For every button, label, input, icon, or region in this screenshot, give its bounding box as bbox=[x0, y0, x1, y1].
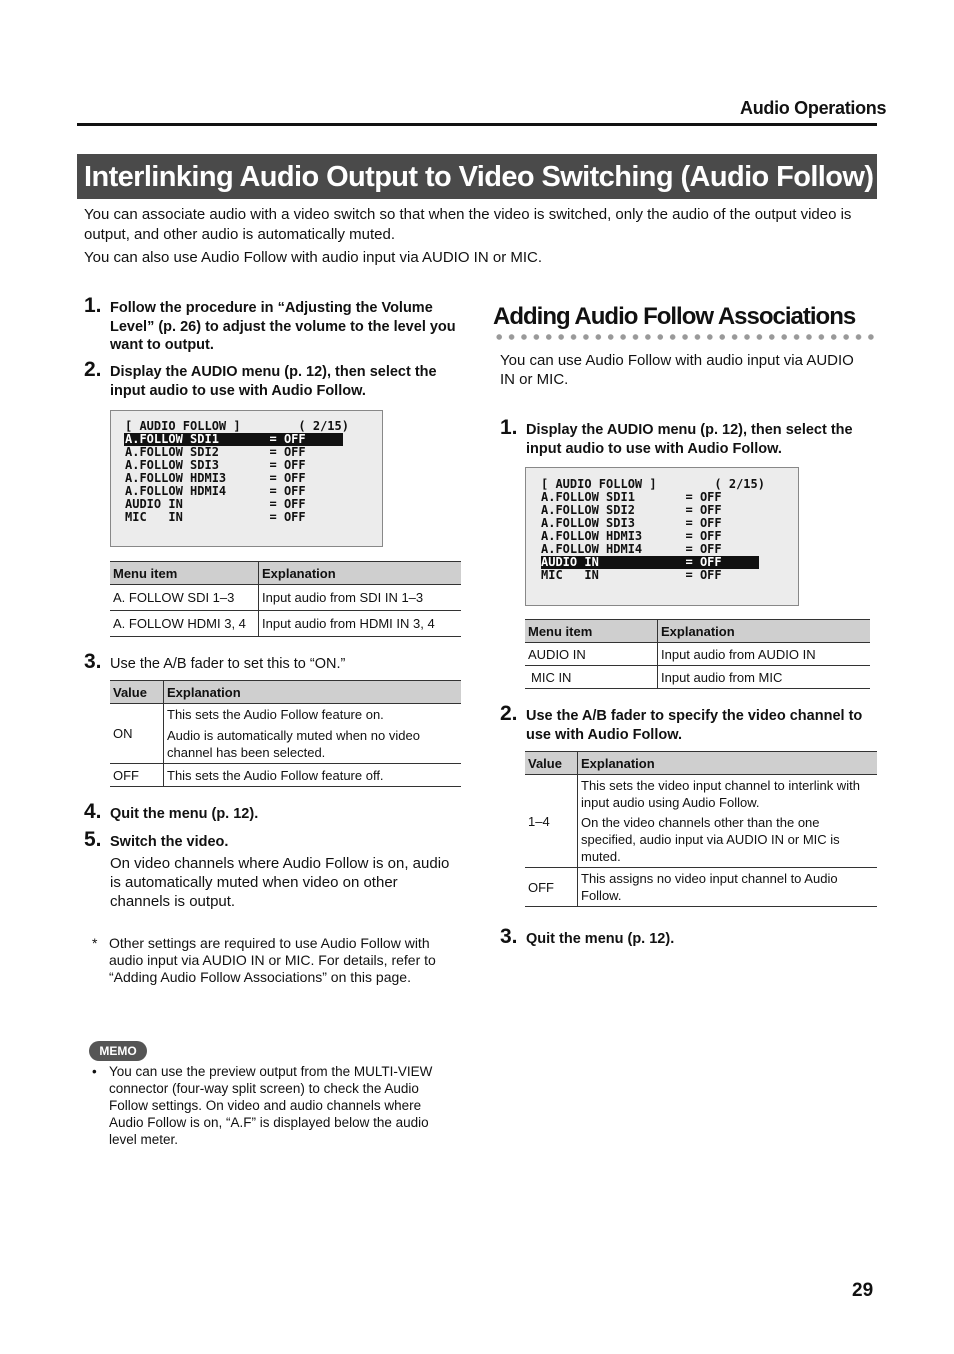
column-header: Explanation bbox=[658, 620, 871, 643]
lcd-line: A.FOLLOW HDMI3 = OFF bbox=[125, 471, 306, 485]
step-number: 2. bbox=[500, 702, 518, 725]
lcd-line: [ AUDIO FOLLOW ] ( 2/15) bbox=[125, 419, 349, 433]
cell-line: This sets the video input channel to interlink with input audio using Audio Follow. bbox=[581, 778, 860, 810]
table-row bbox=[110, 611, 461, 637]
table-cell: AUDIO IN bbox=[525, 643, 658, 666]
step-text: Use the A/B fader to set this to “ON.” bbox=[110, 656, 346, 672]
intro bbox=[84, 205, 874, 272]
page-number: 29 bbox=[852, 1280, 874, 1301]
lcd-line-selected: AUDIO IN = OFF bbox=[541, 555, 722, 569]
step-body: On video channels where Audio Follow is on, audio is automatically muted when video on other channels is output. bbox=[110, 854, 450, 910]
table-row bbox=[110, 704, 461, 764]
title-bar bbox=[77, 154, 877, 199]
column-header: Explanation bbox=[578, 752, 878, 775]
page-title: Interlinking Audio Output to Video Switching (Audio Follow) bbox=[84, 161, 874, 193]
table-row bbox=[110, 585, 461, 611]
cell-line: Audio is automatically muted when no video channel has been selected. bbox=[167, 728, 420, 760]
left-menu-table bbox=[110, 561, 461, 637]
lcd-line: MIC IN = OFF bbox=[125, 510, 306, 524]
table-cell: Input audio from AUDIO IN bbox=[658, 643, 871, 666]
table-cell: Input audio from HDMI IN 3, 4 bbox=[259, 611, 462, 637]
step-number: 4. bbox=[84, 800, 102, 823]
footnote-mark: * bbox=[92, 935, 98, 951]
table-cell: 1–4 bbox=[525, 775, 578, 868]
table-cell: Input audio from SDI IN 1–3 bbox=[259, 585, 462, 611]
step-number: 1. bbox=[84, 294, 102, 317]
step-number: 3. bbox=[84, 650, 102, 673]
table-row bbox=[525, 868, 877, 907]
step-text: Use the A/B fader to specify the video channel to use with Audio Follow. bbox=[526, 708, 863, 743]
lcd-line: A.FOLLOW HDMI3 = OFF bbox=[541, 529, 722, 543]
memo-badge: MEMO bbox=[89, 1041, 147, 1061]
step-title: Switch the video. bbox=[110, 834, 229, 850]
right-menu-table bbox=[525, 619, 870, 689]
step-number: 5. bbox=[84, 828, 102, 851]
table-cell: A. FOLLOW SDI 1–3 bbox=[110, 585, 259, 611]
step-text: Follow the procedure in “Adjusting the Volume Level” (p. 26) to adjust the volume to the level you want to output. bbox=[110, 300, 456, 353]
table-cell bbox=[164, 704, 462, 764]
table-cell: ON bbox=[110, 704, 164, 764]
step-text bbox=[110, 833, 460, 911]
table-cell: OFF bbox=[110, 764, 164, 787]
intro-paragraph: You can associate audio with a video switch so that when the video is switched, only the audio of the output video is output, and other audio is automatically muted. bbox=[84, 206, 852, 243]
left-lcd-screen bbox=[110, 410, 383, 547]
table-header-row bbox=[110, 681, 461, 704]
table-row bbox=[110, 764, 461, 787]
column-header: Explanation bbox=[164, 681, 462, 704]
lcd-line: A.FOLLOW SDI3 = OFF bbox=[541, 516, 722, 530]
step-number: 3. bbox=[500, 925, 518, 948]
intro-paragraph: You can also use Audio Follow with audio input via AUDIO IN or MIC. bbox=[84, 249, 543, 266]
column-header: Menu item bbox=[110, 562, 259, 585]
column-header: Value bbox=[525, 752, 578, 775]
table-cell: A. FOLLOW HDMI 3, 4 bbox=[110, 611, 259, 637]
table-cell: Input audio from MIC bbox=[658, 666, 871, 689]
column-header: Explanation bbox=[259, 562, 462, 585]
step-number: 2. bbox=[84, 358, 102, 381]
subheading-intro: You can use Audio Follow with audio input via AUDIO IN or MIC. bbox=[500, 352, 854, 388]
right-lcd-screen bbox=[525, 467, 799, 606]
lcd-line: MIC IN = OFF bbox=[541, 568, 722, 582]
table-cell: OFF bbox=[525, 868, 578, 907]
lcd-line: A.FOLLOW HDMI4 = OFF bbox=[125, 484, 306, 498]
table-row bbox=[525, 666, 870, 689]
memo-text: You can use the preview output from the MULTI-VIEW connector (four-way split screen) to check the Audio Follow settings. On video and audio channels where Audio Follow is on, “A.F” is displayed below the audio level meter. bbox=[109, 1064, 433, 1147]
subheading: Adding Audio Follow Associations bbox=[493, 303, 856, 330]
table-header-row bbox=[525, 752, 877, 775]
lcd-line-selected: A.FOLLOW SDI1 = OFF bbox=[125, 432, 306, 446]
table-cell: This assigns no video input channel to Audio Follow. bbox=[578, 868, 878, 907]
step-text: Display the AUDIO menu (p. 12), then select the input audio to use with Audio Follow. bbox=[110, 364, 437, 399]
cell-line: On the video channels other than the one specified, audio input via AUDIO IN or MIC is muted. bbox=[581, 815, 840, 864]
step-text: Quit the menu (p. 12). bbox=[526, 931, 675, 947]
table-cell: This sets the Audio Follow feature off. bbox=[164, 764, 462, 787]
memo-bullet: • bbox=[92, 1064, 97, 1079]
cell-line: This sets the Audio Follow feature on. bbox=[167, 707, 384, 722]
right-value-table bbox=[525, 751, 877, 907]
step-number: 1. bbox=[500, 416, 518, 439]
lcd-line: A.FOLLOW SDI1 = OFF bbox=[541, 490, 722, 504]
column-header: Menu item bbox=[525, 620, 658, 643]
lcd-line: A.FOLLOW HDMI4 = OFF bbox=[541, 542, 722, 556]
dotted-rule bbox=[493, 334, 877, 340]
table-header-row bbox=[110, 562, 461, 585]
lcd-line: A.FOLLOW SDI2 = OFF bbox=[541, 503, 722, 517]
left-value-table bbox=[110, 680, 461, 787]
step-text: Quit the menu (p. 12). bbox=[110, 806, 259, 822]
lcd-line: AUDIO IN = OFF bbox=[125, 497, 306, 511]
lcd-line: A.FOLLOW SDI3 = OFF bbox=[125, 458, 306, 472]
header-rule bbox=[77, 123, 877, 126]
table-header-row bbox=[525, 620, 870, 643]
table-row bbox=[525, 775, 877, 868]
column-header: Value bbox=[110, 681, 164, 704]
section-header: Audio Operations bbox=[740, 98, 887, 118]
step-text: Display the AUDIO menu (p. 12), then select the input audio to use with Audio Follow. bbox=[526, 422, 853, 457]
table-cell bbox=[578, 775, 878, 868]
footnote-text: Other settings are required to use Audio Follow with audio input via AUDIO IN or MIC. For details, refer to “Adding Audio Follow Associations” on this page. bbox=[109, 935, 436, 985]
lcd-line: [ AUDIO FOLLOW ] ( 2/15) bbox=[541, 477, 765, 491]
table-row bbox=[525, 643, 870, 666]
lcd-line: A.FOLLOW SDI2 = OFF bbox=[125, 445, 306, 459]
table-cell: MIC IN bbox=[525, 666, 658, 689]
